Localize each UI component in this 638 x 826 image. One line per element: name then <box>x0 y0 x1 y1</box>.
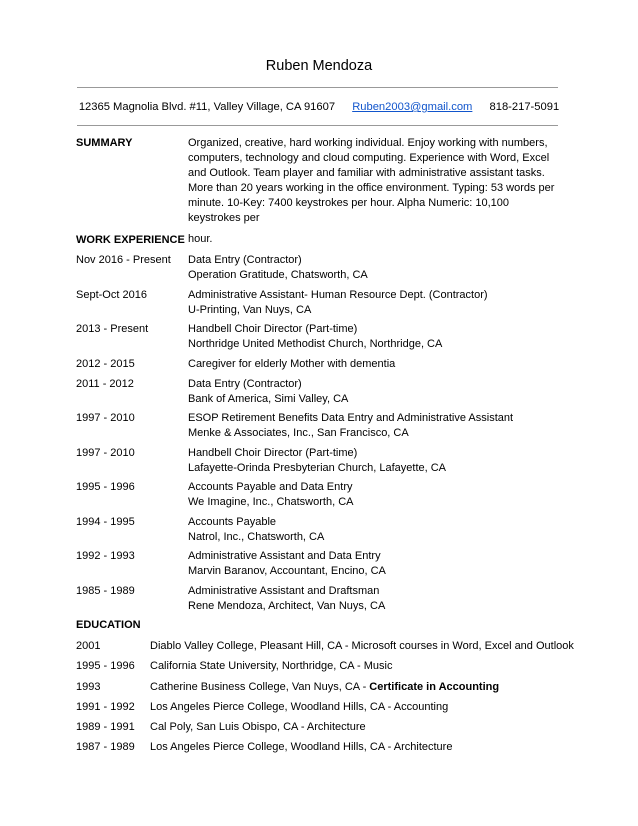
work-org: U-Printing, Van Nuys, CA <box>188 304 312 316</box>
education-text: Diablo Valley College, Pleasant Hill, CA - Microsoft courses in Word, Excel and Outlook <box>150 640 574 652</box>
education-date: 1995 - 1996 <box>76 660 135 672</box>
work-experience-heading: WORK EXPERIENCE <box>76 234 185 246</box>
work-title: ESOP Retirement Benefits Data Entry and Administrative Assistant <box>188 412 514 424</box>
work-title: Administrative Assistant and Draftsman <box>188 585 380 597</box>
work-org: Operation Gratitude, Chatsworth, CA <box>188 269 368 281</box>
work-date: 1992 - 1993 <box>76 550 135 562</box>
work-org: Lafayette-Orinda Presbyterian Church, Lafayette, CA <box>188 462 447 474</box>
work-date: Sept-Oct 2016 <box>76 289 147 301</box>
work-desc <box>188 377 578 407</box>
summary-body: Organized, creative, hard working individual. Enjoy working with numbers, computers, technology and cloud computing. Experience with Word, Excel and Outlook. Team player and familiar with administrative assistant tasks. More than 20 years working in the office environment. Typing: 53 words per minute. 10-Key: 7400 keystrokes per hour. Alpha Numeric: 10,100 keystrokes per <box>188 137 555 224</box>
work-desc <box>188 411 578 441</box>
email-link[interactable]: Ruben2003@gmail.com <box>352 101 473 113</box>
work-desc <box>188 253 578 283</box>
work-title: Accounts Payable <box>188 516 277 528</box>
work-date: 1997 - 2010 <box>76 412 135 424</box>
education-date: 1993 <box>76 681 101 693</box>
work-date: 1995 - 1996 <box>76 481 135 493</box>
work-desc <box>188 549 578 579</box>
work-date: 2012 - 2015 <box>76 358 135 370</box>
education-desc <box>150 720 366 735</box>
work-org: We Imagine, Inc., Chatsworth, CA <box>188 496 354 508</box>
education-text: Catherine Business College, Van Nuys, CA - <box>150 681 370 693</box>
education-desc <box>150 740 452 755</box>
summary-extra: hour. <box>188 233 213 245</box>
work-title: Administrative Assistant- Human Resource Dept. (Contractor) <box>188 289 488 301</box>
work-date: 1997 - 2010 <box>76 447 135 459</box>
education-desc <box>150 659 393 674</box>
education-date: 1991 - 1992 <box>76 701 135 713</box>
work-desc <box>188 322 578 352</box>
work-date: 2013 - Present <box>76 323 149 335</box>
work-title: Accounts Payable and Data Entry <box>188 481 353 493</box>
work-title: Administrative Assistant and Data Entry <box>188 550 381 562</box>
work-org: Rene Mendoza, Architect, Van Nuys, CA <box>188 600 386 612</box>
work-title: Data Entry (Contractor) <box>188 254 302 266</box>
work-date: Nov 2016 - Present <box>76 254 171 266</box>
education-date: 1987 - 1989 <box>76 741 135 753</box>
work-date: 1985 - 1989 <box>76 585 135 597</box>
work-title: Caregiver for elderly Mother with dementia <box>188 358 396 370</box>
work-desc <box>188 584 578 614</box>
education-text: Los Angeles Pierce College, Woodland Hills, CA - Accounting <box>150 701 449 713</box>
resume-name: Ruben Mendoza <box>265 58 373 74</box>
work-desc <box>188 480 578 510</box>
education-date: 2001 <box>76 640 101 652</box>
work-title: Data Entry (Contractor) <box>188 378 302 390</box>
work-title: Handbell Choir Director (Part-time) <box>188 323 358 335</box>
education-text: California State University, Northridge, CA - Music <box>150 660 393 672</box>
header-divider-top <box>77 87 558 88</box>
work-desc <box>188 446 578 476</box>
work-desc <box>188 357 578 372</box>
work-date: 1994 - 1995 <box>76 516 135 528</box>
header-divider-bottom <box>77 125 558 126</box>
education-certificate: Certificate in Accounting <box>369 681 500 693</box>
education-heading: EDUCATION <box>76 619 141 631</box>
work-org: Menke & Associates, Inc., San Francisco, CA <box>188 427 409 439</box>
work-date: 2011 - 2012 <box>76 378 134 390</box>
work-org: Bank of America, Simi Valley, CA <box>188 393 349 405</box>
summary-heading: SUMMARY <box>76 137 133 149</box>
contact-line <box>0 99 638 115</box>
work-org: Marvin Baranov, Accountant, Encino, CA <box>188 565 386 577</box>
address: 12365 Magnolia Blvd. #11, Valley Village, CA 91607 <box>78 101 336 113</box>
work-org: Northridge United Methodist Church, Northridge, CA <box>188 338 443 350</box>
education-date: 1989 - 1991 <box>76 721 135 733</box>
education-desc <box>150 680 499 695</box>
education-text: Los Angeles Pierce College, Woodland Hills, CA - Architecture <box>150 741 453 753</box>
education-text: Cal Poly, San Luis Obispo, CA - Architecture <box>150 721 366 733</box>
work-org: Natrol, Inc., Chatsworth, CA <box>188 531 325 543</box>
work-title: Handbell Choir Director (Part-time) <box>188 447 358 459</box>
work-desc <box>188 288 578 318</box>
summary-text <box>188 136 564 247</box>
phone: 818-217-5091 <box>489 101 560 113</box>
education-desc <box>150 700 448 715</box>
work-desc <box>188 515 578 545</box>
education-desc <box>150 639 574 654</box>
